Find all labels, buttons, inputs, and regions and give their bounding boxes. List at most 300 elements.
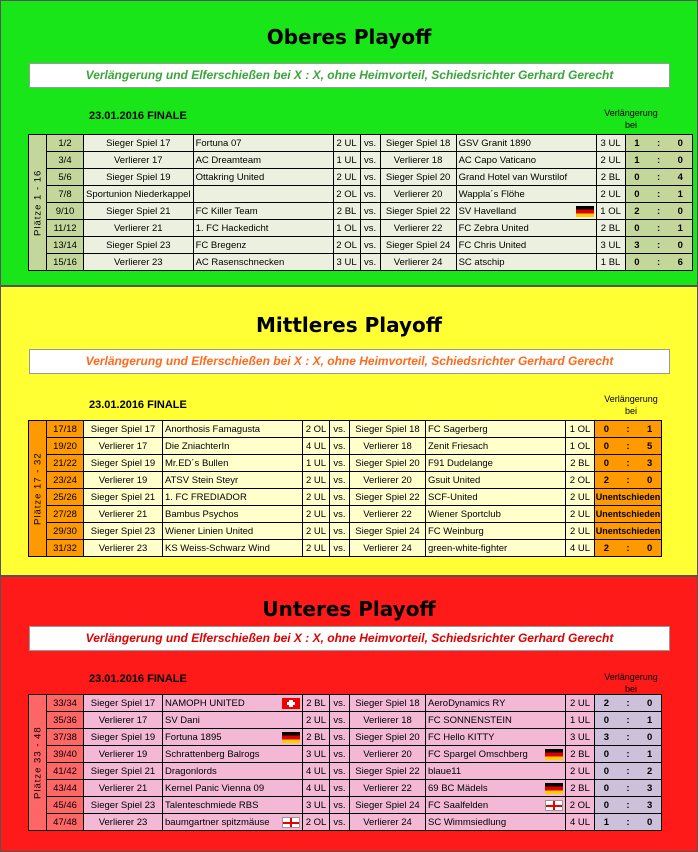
team1-name	[163, 523, 303, 540]
team1-name	[163, 695, 303, 712]
team1-name-text: SV Dani	[165, 714, 200, 726]
team1-origin: Sieger Spiel 21	[84, 763, 163, 780]
result-cell	[625, 254, 692, 271]
team1-name-text: Kernel Panic Vienna 09	[165, 782, 265, 794]
score-away: 1	[646, 748, 653, 760]
team2-name-text: 69 BC Mädels	[428, 782, 488, 794]
score-separator: :	[656, 222, 661, 234]
match-row	[29, 814, 662, 831]
result-score	[595, 696, 661, 711]
unteres-playoff-section	[0, 576, 698, 852]
team2-origin: Sieger Spiel 20	[350, 729, 426, 746]
places-range: Plätze 17 - 32	[29, 421, 47, 557]
result-score	[595, 764, 661, 779]
result-cell	[625, 203, 692, 220]
result-cell	[595, 489, 662, 506]
score-home: 2	[603, 697, 609, 709]
team2-name-text: FC Sagerberg	[428, 423, 488, 435]
team1-name	[163, 780, 303, 797]
result-cell	[595, 523, 662, 540]
score-separator: :	[626, 731, 630, 743]
team1-league: 2 UL	[303, 506, 330, 523]
place-number: 25/26	[47, 489, 84, 506]
vs-label: vs.	[330, 746, 350, 763]
vs-label: vs.	[330, 472, 350, 489]
team2-origin: Verlierer 22	[350, 506, 426, 523]
team1-name	[163, 438, 303, 455]
team2-league: 1 OL	[566, 421, 595, 438]
place-number: 5/6	[47, 169, 84, 186]
team1-league: 1 OL	[333, 220, 360, 237]
score-home: 1	[603, 816, 609, 828]
team2-league: 3 UL	[596, 135, 625, 152]
vs-label: vs.	[360, 135, 380, 152]
result-score	[626, 221, 692, 236]
result-score	[595, 781, 661, 796]
score-home: 3	[603, 731, 609, 743]
team1-origin: Sieger Spiel 21	[84, 489, 163, 506]
result-score	[595, 439, 661, 454]
team2-origin: Sieger Spiel 18	[350, 695, 426, 712]
result-score	[626, 170, 692, 185]
place-number: 43/44	[47, 780, 84, 797]
score-separator: :	[656, 256, 661, 268]
team1-name-text: Bambus Psychos	[165, 508, 239, 520]
result-cell	[595, 797, 662, 814]
team2-origin: Sieger Spiel 22	[380, 203, 456, 220]
team1-origin: Sieger Spiel 19	[84, 729, 163, 746]
team2-league: 2 UL	[596, 186, 625, 203]
team1-origin: Verlierer 17	[84, 438, 163, 455]
result-score	[626, 136, 692, 151]
team2-league: 2 OL	[566, 472, 595, 489]
place-number: 11/12	[47, 220, 84, 237]
score-home: 0	[603, 765, 609, 777]
score-away: 6	[677, 256, 683, 268]
places-range: Plätze 33 - 48	[29, 695, 47, 831]
score-home: 0	[634, 171, 640, 183]
team1-name	[163, 729, 303, 746]
result-score	[626, 204, 692, 219]
result-score	[595, 456, 661, 471]
team2-name-text: FC SONNENSTEIN	[428, 714, 512, 726]
team2-origin: Verlierer 22	[350, 780, 426, 797]
score-separator: :	[626, 474, 630, 486]
team2-name	[456, 152, 596, 169]
match-row	[29, 152, 693, 169]
place-number: 1/2	[47, 135, 84, 152]
match-row	[29, 254, 693, 271]
team1-league: 4 UL	[303, 780, 330, 797]
team1-origin: Verlierer 19	[84, 746, 163, 763]
place-number: 3/4	[47, 152, 84, 169]
vs-label: vs.	[330, 438, 350, 455]
team1-name	[193, 186, 333, 203]
team2-name-text: SC atschip	[458, 256, 505, 268]
result-text: Unentschieden	[595, 491, 661, 502]
team1-name-text: AC Rasenschnecken	[195, 256, 285, 268]
score-away: 0	[677, 154, 683, 166]
result-cell	[595, 780, 662, 797]
score-separator: :	[656, 137, 661, 149]
team2-league: 4 UL	[566, 540, 595, 557]
score-away: 0	[677, 205, 683, 217]
team1-league: 4 UL	[303, 763, 330, 780]
place-number: 45/46	[47, 797, 84, 814]
team1-league: 2 UL	[303, 712, 330, 729]
team1-origin: Sieger Spiel 21	[84, 203, 194, 220]
team1-name-text: Anorthosis Famagusta	[165, 423, 261, 435]
result-cell	[625, 220, 692, 237]
match-row	[29, 763, 662, 780]
match-row	[29, 455, 662, 472]
result-score	[595, 541, 661, 556]
extra-time-header	[597, 393, 665, 417]
team1-league: 1 UL	[333, 152, 360, 169]
match-row	[29, 135, 693, 152]
match-row	[29, 729, 662, 746]
vs-label: vs.	[330, 455, 350, 472]
result-cell	[595, 695, 662, 712]
flag-de-icon	[545, 749, 563, 760]
place-number: 29/30	[47, 523, 84, 540]
extra-time-line2: bei	[624, 120, 637, 130]
vs-label: vs.	[330, 729, 350, 746]
section-title: Mittleres Playoff	[256, 313, 442, 337]
vs-label: vs.	[330, 695, 350, 712]
team2-origin: Verlierer 22	[380, 220, 456, 237]
team1-origin: Sieger Spiel 19	[84, 169, 194, 186]
team2-name-text: SV Havelland	[458, 205, 517, 217]
team1-name	[193, 135, 333, 152]
place-number: 39/40	[47, 746, 84, 763]
team1-name-text: Mr.ED´s Bullen	[165, 457, 229, 469]
team2-name	[426, 729, 566, 746]
score-separator: :	[656, 239, 661, 251]
match-row	[29, 472, 662, 489]
team1-origin: Verlierer 23	[84, 540, 163, 557]
team2-league: 1 BL	[596, 254, 625, 271]
team2-origin: Verlierer 24	[380, 254, 456, 271]
team1-origin: Verlierer 17	[84, 712, 163, 729]
score-away: 3	[646, 799, 653, 811]
team2-name-text: GSV Granit 1890	[458, 137, 531, 149]
vs-label: vs.	[330, 797, 350, 814]
score-away: 0	[646, 816, 653, 828]
team2-origin: Sieger Spiel 18	[380, 135, 456, 152]
place-number: 23/24	[47, 472, 84, 489]
team2-name-text: FC Spargel Omschberg	[428, 748, 528, 760]
result-score	[626, 187, 692, 202]
score-home: 0	[603, 423, 609, 435]
team1-name-text: Die ZniachterIn	[165, 440, 230, 452]
team2-origin: Verlierer 18	[380, 152, 456, 169]
place-number: 17/18	[47, 421, 84, 438]
team2-name-text: FC Zebra United	[458, 222, 529, 234]
team1-origin: Verlierer 21	[84, 220, 194, 237]
team2-name	[426, 780, 566, 797]
vs-label: vs.	[360, 237, 380, 254]
match-row	[29, 523, 662, 540]
team1-league: 2 BL	[333, 203, 360, 220]
team1-origin: Verlierer 23	[84, 814, 163, 831]
result-score	[595, 713, 661, 728]
team1-league: 3 UL	[303, 746, 330, 763]
score-away: 0	[646, 731, 653, 743]
extra-time-line1: Verlängerung	[604, 108, 658, 118]
team1-name	[163, 712, 303, 729]
score-separator: :	[626, 765, 630, 777]
match-row	[29, 186, 693, 203]
team1-origin: Sieger Spiel 23	[84, 523, 163, 540]
score-home: 0	[603, 714, 609, 726]
result-cell	[625, 135, 692, 152]
score-separator: :	[626, 748, 630, 760]
place-number: 9/10	[47, 203, 84, 220]
team1-league: 2 OL	[333, 237, 360, 254]
team2-league: 2 UL	[566, 506, 595, 523]
team1-name-text: KS Weiss-Schwarz Wind	[165, 542, 270, 554]
team2-name	[456, 135, 596, 152]
score-away: 1	[677, 222, 683, 234]
team1-league: 2 UL	[303, 540, 330, 557]
vs-label: vs.	[330, 763, 350, 780]
team2-league: 2 UL	[566, 695, 595, 712]
team2-name	[426, 421, 566, 438]
team2-name-text: AC Capo Vaticano	[458, 154, 537, 166]
rules-banner: Verlängerung und Elferschießen bei X : X, ohne Heimvorteil, Schiedsrichter Gerhard Gerecht	[29, 626, 670, 651]
place-number: 21/22	[47, 455, 84, 472]
team2-league: 2 BL	[596, 220, 625, 237]
team1-league: 2 UL	[303, 523, 330, 540]
match-row	[29, 489, 662, 506]
team1-name-text: Ottakring United	[195, 171, 265, 183]
score-separator: :	[656, 205, 661, 217]
match-table	[28, 694, 662, 831]
score-separator: :	[656, 154, 661, 166]
score-separator: :	[626, 782, 630, 794]
team1-name-text: Schrattenberg Balrogs	[165, 748, 260, 760]
team1-origin: Verlierer 19	[84, 472, 163, 489]
score-separator: :	[626, 542, 630, 554]
team2-name	[456, 220, 596, 237]
team2-name	[426, 746, 566, 763]
place-number: 47/48	[47, 814, 84, 831]
team2-origin: Sieger Spiel 18	[350, 421, 426, 438]
result-cell	[625, 186, 692, 203]
team2-name	[426, 540, 566, 557]
result-score	[595, 747, 661, 762]
match-row	[29, 237, 693, 254]
team2-name	[426, 489, 566, 506]
team1-name	[193, 254, 333, 271]
team1-name-text: Talenteschmiede RBS	[165, 799, 259, 811]
score-away: 2	[646, 765, 653, 777]
vs-label: vs.	[330, 780, 350, 797]
team1-name-text: AC Dreamteam	[195, 154, 262, 166]
match-row	[29, 746, 662, 763]
team2-league: 2 UL	[566, 489, 595, 506]
score-away: 5	[646, 440, 653, 452]
team2-league: 1 OL	[596, 203, 625, 220]
team1-league: 2 UL	[333, 135, 360, 152]
oberes-playoff-section	[0, 0, 698, 286]
place-number: 37/38	[47, 729, 84, 746]
match-table	[28, 134, 693, 271]
team2-league: 2 UL	[566, 763, 595, 780]
extra-time-line2: bei	[624, 684, 637, 694]
team1-league: 2 OL	[303, 814, 330, 831]
score-separator: :	[626, 697, 630, 709]
team2-origin: Sieger Spiel 24	[350, 523, 426, 540]
score-away: 4	[677, 171, 683, 183]
team1-league: 2 UL	[303, 489, 330, 506]
result-cell	[625, 169, 692, 186]
score-home: 1	[634, 154, 640, 166]
result-score	[595, 422, 661, 437]
vs-label: vs.	[330, 814, 350, 831]
team2-origin: Verlierer 24	[350, 540, 426, 557]
rules-banner: Verlängerung und Elferschießen bei X : X, ohne Heimvorteil, Schiedsrichter Gerhard Gerecht	[29, 63, 670, 88]
team2-name-text: SCF-United	[428, 491, 478, 503]
section-title: Oberes Playoff	[266, 25, 432, 49]
team2-name	[426, 814, 566, 831]
team2-name-text: Gsuit United	[428, 474, 481, 486]
team1-league: 2 BL	[303, 695, 330, 712]
result-cell	[595, 763, 662, 780]
result-cell	[595, 438, 662, 455]
team2-name	[426, 523, 566, 540]
score-away: 3	[646, 457, 653, 469]
score-away: 0	[677, 239, 683, 251]
team2-origin: Verlierer 24	[350, 814, 426, 831]
vs-label: vs.	[360, 186, 380, 203]
score-home: 1	[634, 137, 640, 149]
score-home: 0	[603, 440, 609, 452]
team1-name	[193, 169, 333, 186]
team2-origin: Verlierer 18	[350, 712, 426, 729]
match-row	[29, 780, 662, 797]
team2-origin: Sieger Spiel 22	[350, 489, 426, 506]
score-home: 0	[634, 222, 640, 234]
result-cell	[595, 729, 662, 746]
place-number: 19/20	[47, 438, 84, 455]
team1-origin: Sieger Spiel 19	[84, 455, 163, 472]
team2-name-text: FC Chris United	[458, 239, 527, 251]
score-separator: :	[626, 799, 630, 811]
team1-origin: Verlierer 17	[84, 152, 194, 169]
team1-league: 1 UL	[303, 455, 330, 472]
team1-name-text: ATSV Stein Steyr	[165, 474, 239, 486]
team2-league: 1 OL	[566, 438, 595, 455]
team1-origin: Sieger Spiel 23	[84, 797, 163, 814]
extra-time-header	[597, 671, 665, 695]
score-home: 2	[603, 542, 609, 554]
team1-name-text: FC Killer Team	[195, 205, 258, 217]
result-cell	[595, 746, 662, 763]
place-number: 7/8	[47, 186, 84, 203]
team1-league: 4 UL	[303, 438, 330, 455]
score-home: 0	[634, 256, 640, 268]
team2-name-text: SC Wimmsiedlung	[428, 816, 507, 828]
place-number: 15/16	[47, 254, 84, 271]
team2-name-text: Wappla´s Flöhe	[458, 188, 525, 200]
team2-origin: Sieger Spiel 24	[350, 797, 426, 814]
team2-league: 2 BL	[566, 455, 595, 472]
team2-name-text: Zenit Friesach	[428, 440, 489, 452]
result-score	[595, 473, 661, 488]
team2-name-text: green-white-fighter	[428, 542, 508, 554]
team2-origin: Sieger Spiel 20	[350, 455, 426, 472]
date-label: 23.01.2016 FINALE	[89, 673, 187, 685]
team1-name-text: 1. FC FREDIADOR	[165, 491, 247, 503]
team1-name	[193, 237, 333, 254]
team1-name-text: Wiener Linien United	[165, 525, 254, 537]
extra-time-line1: Verlängerung	[604, 672, 658, 682]
match-row	[29, 438, 662, 455]
place-number: 33/34	[47, 695, 84, 712]
result-score	[626, 153, 692, 168]
team2-name	[426, 763, 566, 780]
team1-name	[163, 746, 303, 763]
result-cell	[595, 814, 662, 831]
team2-origin: Verlierer 20	[350, 472, 426, 489]
vs-label: vs.	[330, 540, 350, 557]
team1-name	[163, 489, 303, 506]
team2-league: 2 UL	[566, 523, 595, 540]
score-away: 1	[646, 423, 653, 435]
team1-name	[163, 472, 303, 489]
score-away: 0	[646, 474, 653, 486]
team2-league: 2 BL	[566, 780, 595, 797]
team1-name-text: Fortuna 07	[195, 137, 242, 149]
score-away: 0	[646, 542, 653, 554]
vs-label: vs.	[330, 506, 350, 523]
team1-name	[163, 421, 303, 438]
match-table	[28, 420, 662, 557]
vs-label: vs.	[360, 169, 380, 186]
result-cell	[595, 506, 662, 523]
team1-name	[163, 455, 303, 472]
score-separator: :	[656, 188, 661, 200]
team2-name-text: FC Weinburg	[428, 525, 484, 537]
result-cell	[595, 540, 662, 557]
team2-league: 2 UL	[596, 152, 625, 169]
match-row	[29, 695, 662, 712]
team2-name	[426, 797, 566, 814]
team1-name-text: FC Bregenz	[195, 239, 247, 251]
team1-origin: Verlierer 23	[84, 254, 194, 271]
vs-label: vs.	[360, 220, 380, 237]
mittleres-playoff-section	[0, 286, 698, 576]
team1-name-text: NAMOPH UNITED	[165, 697, 245, 709]
result-score	[595, 730, 661, 745]
score-home: 0	[603, 457, 609, 469]
extra-time-header	[597, 107, 665, 131]
score-separator: :	[626, 423, 630, 435]
team2-name	[426, 712, 566, 729]
result-text: Unentschieden	[595, 525, 661, 536]
team1-name	[193, 220, 333, 237]
match-row	[29, 540, 662, 557]
score-home: 0	[634, 188, 640, 200]
vs-label: vs.	[360, 203, 380, 220]
team2-league: 2 BL	[596, 169, 625, 186]
vs-label: vs.	[330, 712, 350, 729]
team2-league: 3 UL	[566, 729, 595, 746]
flag-en-icon	[282, 817, 300, 828]
score-home: 2	[603, 474, 609, 486]
